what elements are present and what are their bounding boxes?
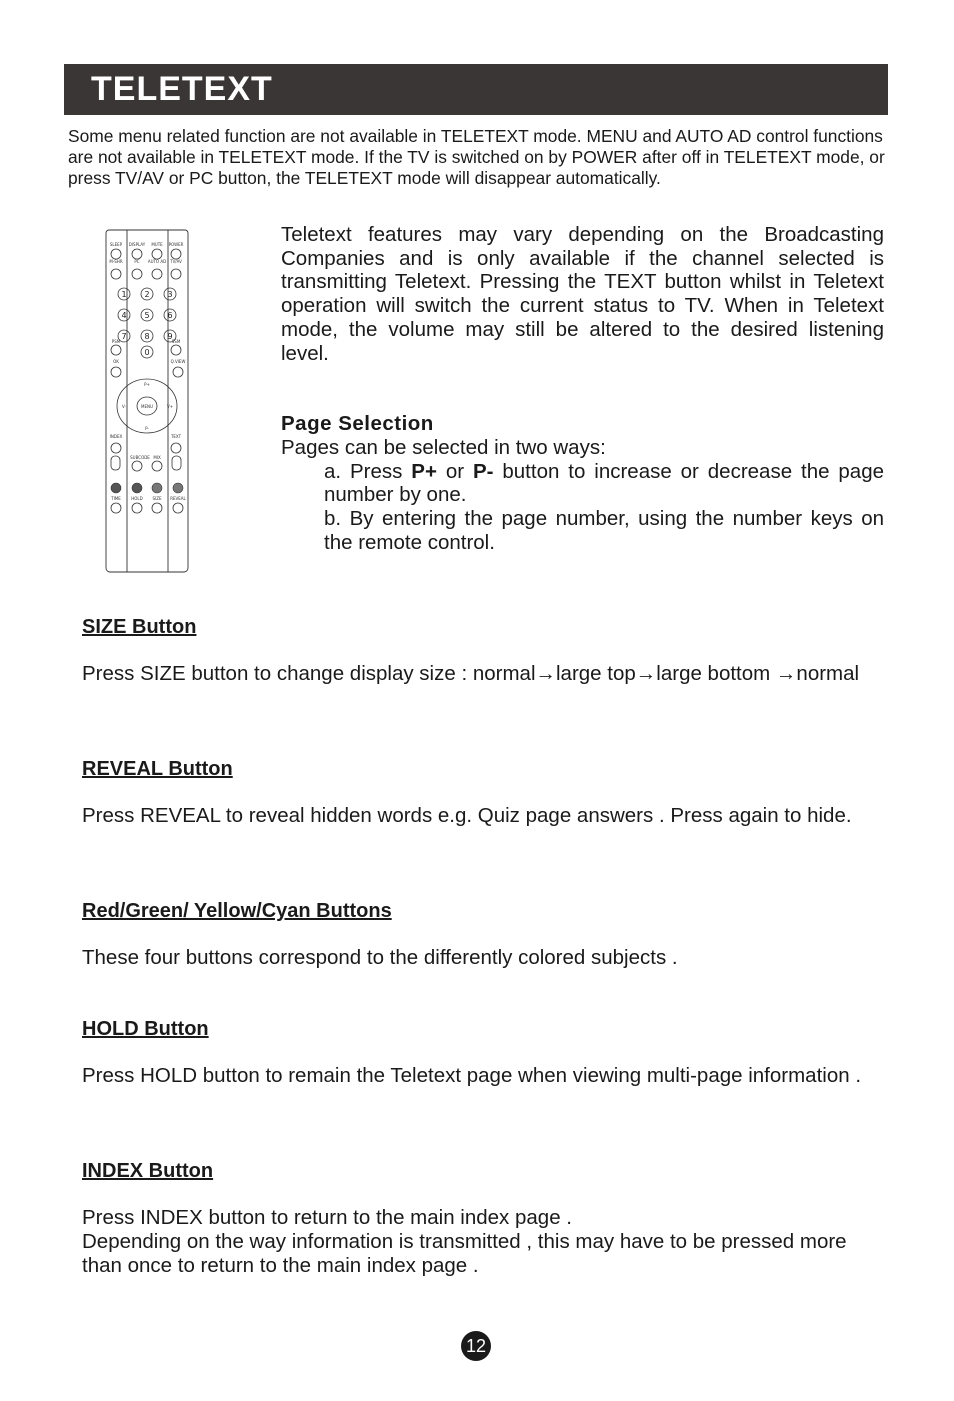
remote-digit-9-label: 9 <box>167 332 173 341</box>
remote-label-hold: HOLD <box>131 496 143 501</box>
remote-control-illustration <box>104 228 190 574</box>
teletext-intro: Teletext features may vary depending on the Broadcasting Companies and is only available if the channel selected is transmitting Teletext. Pressing the TEXT button whilst in Teletext operation will switch the current status to TV. When in Teletext mode, the volume may still be altered to the desired listening level. <box>281 223 884 365</box>
hold-button-body: Press HOLD button to remain the Teletext page when viewing multi-page information . <box>82 1064 862 1087</box>
index-button-body-2: Depending on the way information is transmitted , this may have to be pressed more than once to return to the main index page . <box>82 1230 847 1277</box>
remote-label-mix: MIX <box>153 455 161 460</box>
remote-psm-button <box>111 345 121 355</box>
title-bar <box>64 64 888 115</box>
option-a-p-minus: P- <box>472 459 494 483</box>
remote-power-button <box>171 249 181 259</box>
hold-button-heading: HOLD Button <box>82 1018 209 1040</box>
remote-index-button <box>111 443 121 453</box>
remote-red-button <box>111 483 121 493</box>
hold-button-section <box>82 1017 882 1088</box>
reveal-button-body: Press REVEAL to reveal hidden words e.g. Quiz page answers . Press again to hide. <box>82 804 852 827</box>
remote-nav-left-label: V- <box>122 404 126 409</box>
remote-autoad-button <box>152 269 162 279</box>
color-buttons-body: These four buttons correspond to the differently colored subjects . <box>82 946 678 969</box>
remote-label-qview: Q.VIEW <box>170 359 186 364</box>
page-selection-option-b: b. By entering the page number, using the number keys on the remote control. <box>324 507 884 554</box>
remote-cyan-button <box>173 483 183 493</box>
remote-sleep-button <box>111 249 121 259</box>
remote-nav-down-label: P- <box>145 426 149 431</box>
remote-digit-1-label: 1 <box>121 290 127 299</box>
remote-label-sleep: SLEEP <box>109 242 123 247</box>
remote-digit-3-label: 3 <box>167 290 173 299</box>
option-a-p-plus: P+ <box>411 459 437 483</box>
color-buttons-section <box>82 899 882 970</box>
index-button-body: Press INDEX button to return to the main index page . <box>82 1206 572 1229</box>
option-a-or: or <box>436 459 473 483</box>
remote-pc-button <box>132 269 142 279</box>
remote-menu-label: MENU <box>141 404 153 409</box>
remote-qview-button <box>173 367 183 377</box>
remote-text-button <box>171 443 181 453</box>
remote-hold-button <box>132 503 142 513</box>
teletext-description <box>281 223 884 554</box>
remote-label-text: TEXT <box>170 434 182 439</box>
page-number: 12 <box>461 1331 491 1361</box>
remote-tvav-button <box>171 269 181 279</box>
intro-paragraph: Some menu related function are not available in TELETEXT mode. MENU and AUTO AD control functions are not available in TELETEXT mode. If the TV is switched on by POWER after off in TELETEXT mode, or press TV/AV or PC button, the TELETEXT mode will disappear automatically. <box>68 126 885 188</box>
option-a-suffix: button to increase or decrease the page number by one. <box>324 459 885 507</box>
remote-label-ok: OK <box>113 359 119 364</box>
remote-green-button <box>132 483 142 493</box>
page-title: TELETEXT <box>91 70 273 108</box>
remote-digit-2-label: 2 <box>144 290 150 299</box>
page-selection-option-a <box>324 460 884 507</box>
index-button-heading: INDEX Button <box>82 1160 214 1182</box>
remote-digit-0-label: 0 <box>144 348 150 357</box>
remote-label-subcode: SUBCODE <box>130 455 150 460</box>
remote-nav-right-label: V+ <box>166 404 174 409</box>
remote-digit-7-label: 7 <box>121 332 127 341</box>
remote-mshr-button <box>111 269 121 279</box>
remote-label-tvav: TV/AV <box>170 259 182 264</box>
remote-size-button <box>152 503 162 513</box>
remote-digit-4-label: 4 <box>121 311 127 320</box>
remote-body <box>106 230 188 572</box>
remote-label-time: TIME <box>111 496 121 501</box>
remote-label-mshr: M-SHR <box>109 259 123 264</box>
remote-label-reveal: REVEAL <box>170 496 186 501</box>
remote-nav-up-label: P+ <box>144 382 150 387</box>
remote-label-psm: PSM <box>111 339 121 344</box>
reveal-button-section <box>82 757 882 828</box>
remote-mute-button <box>152 249 162 259</box>
remote-label-mute: MUTE <box>151 242 163 247</box>
remote-digit-6-label: 6 <box>167 311 173 320</box>
size-button-section <box>82 615 882 686</box>
page-selection-heading: Page Selection <box>281 412 434 436</box>
remote-ssm-button <box>171 345 181 355</box>
remote-ok-button <box>111 367 121 377</box>
remote-text-key <box>172 456 181 470</box>
remote-label-ssm: SSM <box>171 339 181 344</box>
remote-digit-8-label: 8 <box>144 332 150 341</box>
remote-digit-5-label: 5 <box>144 311 150 320</box>
remote-label-size: SIZE <box>152 496 162 501</box>
remote-reveal-button <box>173 503 183 513</box>
remote-yellow-button <box>152 483 162 493</box>
index-button-section <box>82 1159 882 1278</box>
size-button-heading: SIZE Button <box>82 616 197 638</box>
reveal-button-heading: REVEAL Button <box>82 758 233 780</box>
remote-label-autoad: AUTO AD <box>147 259 167 264</box>
remote-index-key <box>111 456 120 470</box>
color-buttons-heading: Red/Green/ Yellow/Cyan Buttons <box>82 900 392 922</box>
page-selection-intro: Pages can be selected in two ways: <box>281 435 606 459</box>
remote-label-display: DISPLAY <box>128 242 146 247</box>
remote-display-button <box>132 249 142 259</box>
remote-label-power: POWER <box>168 242 184 247</box>
remote-label-index: INDEX <box>109 434 123 439</box>
option-a-prefix: a. Press <box>324 459 412 483</box>
remote-mix-button <box>152 461 162 471</box>
remote-label-pc: PC <box>134 259 140 264</box>
size-button-body: Press SIZE button to change display size : normal→large top→large bottom →normal <box>82 662 860 685</box>
remote-time-button <box>111 503 121 513</box>
remote-subcode-button <box>132 461 142 471</box>
